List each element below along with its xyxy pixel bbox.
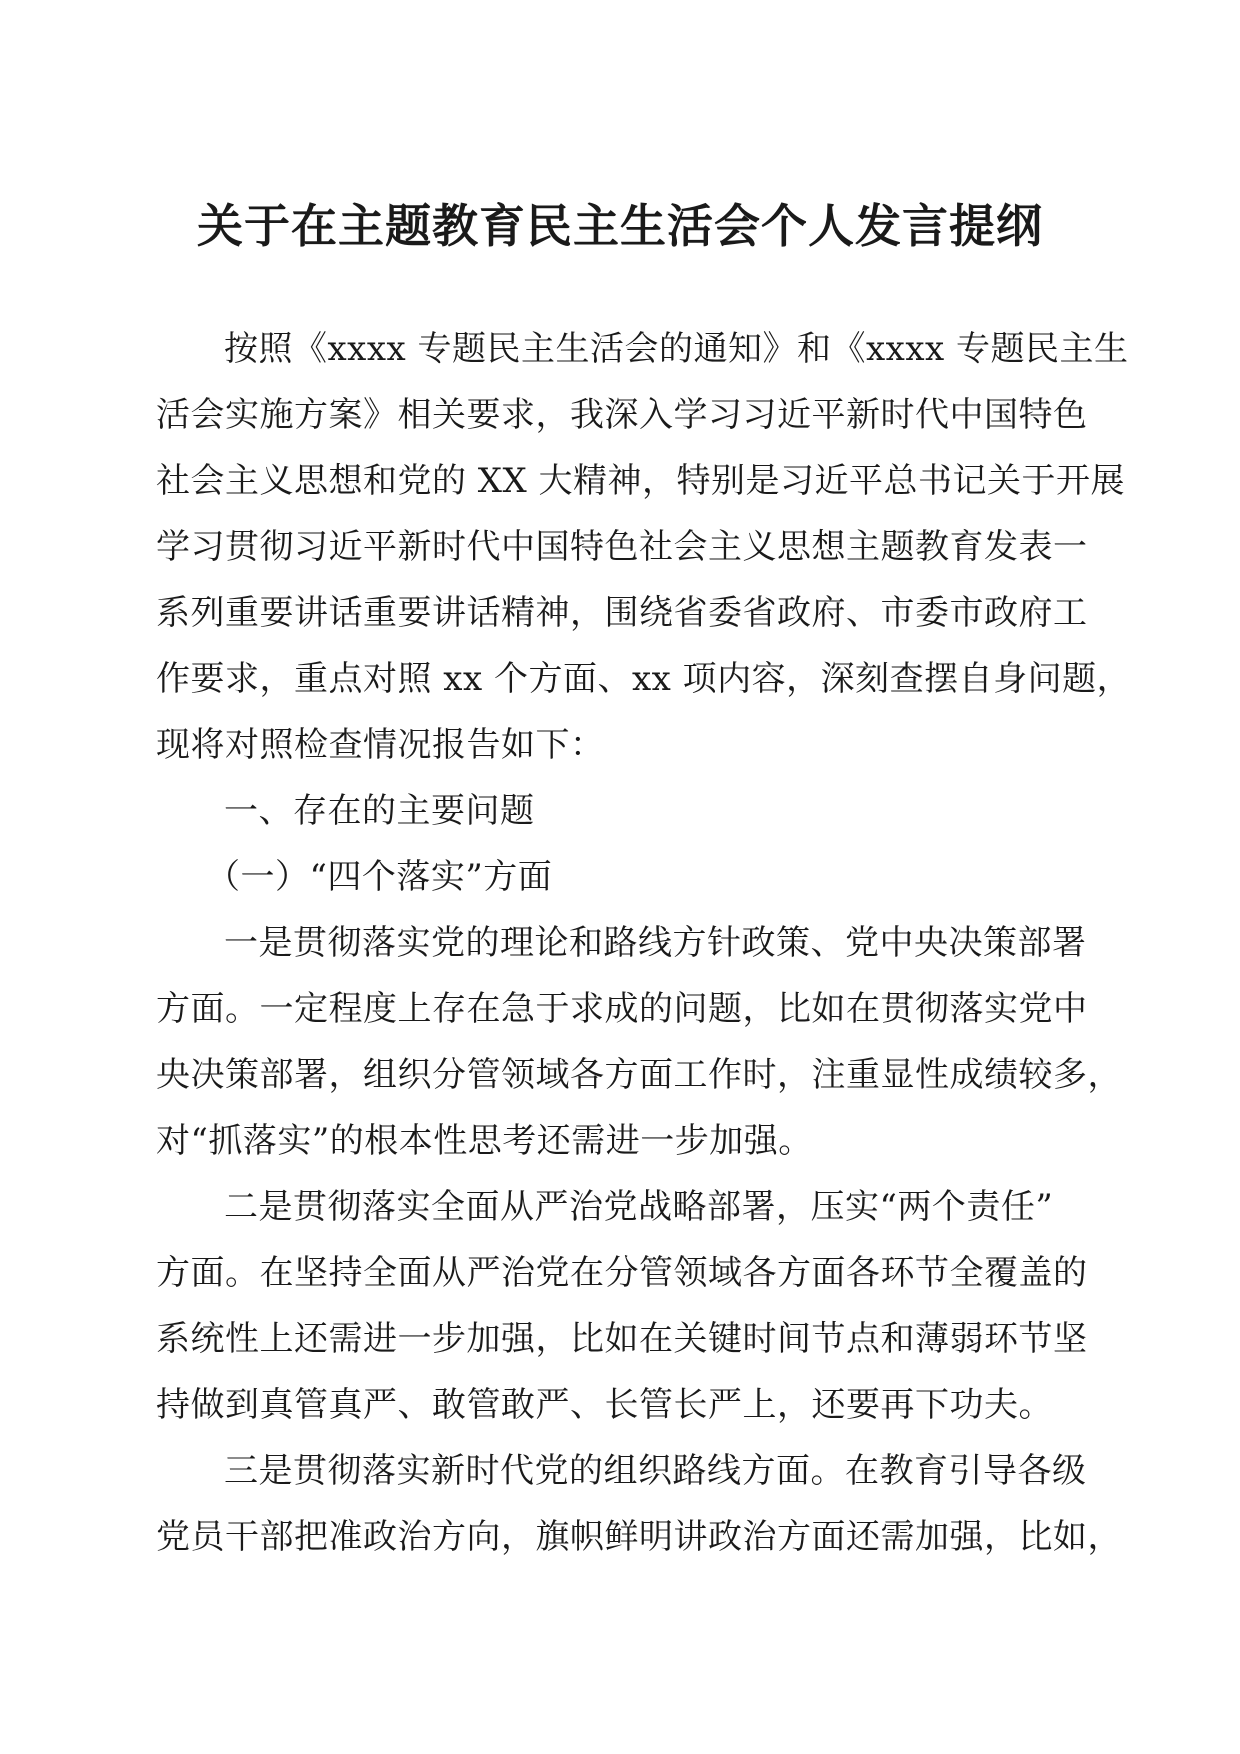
- paragraph-line: 二是贯彻落实全面从严治党战略部署，压实“两个责任”: [224, 1187, 1054, 1227]
- section-heading: 一、存在的主要问题: [224, 791, 535, 831]
- paragraph-line: 方面。一定程度上存在急于求成的问题，比如在贯彻落实党中: [156, 989, 1088, 1029]
- paragraph-line: 央决策部署，组织分管领域各方面工作时，注重显性成绩较多，: [156, 1055, 1122, 1095]
- paragraph-line: 社会主义思想和党的 XX 大精神，特别是习近平总书记关于开展: [156, 461, 1126, 501]
- paragraph-line: 按照《xxxx 专题民主生活会的通知》和《xxxx 专题民主生: [224, 329, 1129, 369]
- paragraph-line: 作要求，重点对照 xx 个方面、xx 项内容，深刻查摆自身问题，: [156, 659, 1132, 699]
- paragraph-line: 一是贯彻落实党的理论和路线方针政策、党中央决策部署: [224, 923, 1087, 963]
- paragraph-line: 系列重要讲话重要讲话精神，围绕省委省政府、市委市政府工: [156, 593, 1088, 633]
- paragraph-line: 三是贯彻落实新时代党的组织路线方面。在教育引导各级: [224, 1451, 1087, 1491]
- paragraph-line: 持做到真管真严、敢管敢严、长管长严上，还要再下功夫。: [156, 1385, 1053, 1425]
- paragraph-line: 活会实施方案》相关要求，我深入学习习近平新时代中国特色: [156, 395, 1088, 435]
- paragraph-line: 系统性上还需进一步加强，比如在关键时间节点和薄弱环节坚: [156, 1319, 1088, 1359]
- paragraph-line: 党员干部把准政治方向，旗帜鲜明讲政治方面还需加强，比如，: [156, 1517, 1122, 1557]
- document-title: 关于在主题教育民主生活会个人发言提纲: [197, 199, 1043, 253]
- paragraph-line: 对“抓落实”的根本性思考还需进一步加强。: [156, 1121, 813, 1161]
- paragraph-line: 方面。在坚持全面从严治党在分管领域各方面各环节全覆盖的: [156, 1253, 1088, 1293]
- paragraph-line: 学习贯彻习近平新时代中国特色社会主义思想主题教育发表一: [156, 527, 1088, 567]
- subsection-heading: （一）“四个落实”方面: [206, 857, 553, 897]
- paragraph-line: 现将对照检查情况报告如下：: [156, 725, 605, 765]
- document-body: [156, 316, 1132, 1570]
